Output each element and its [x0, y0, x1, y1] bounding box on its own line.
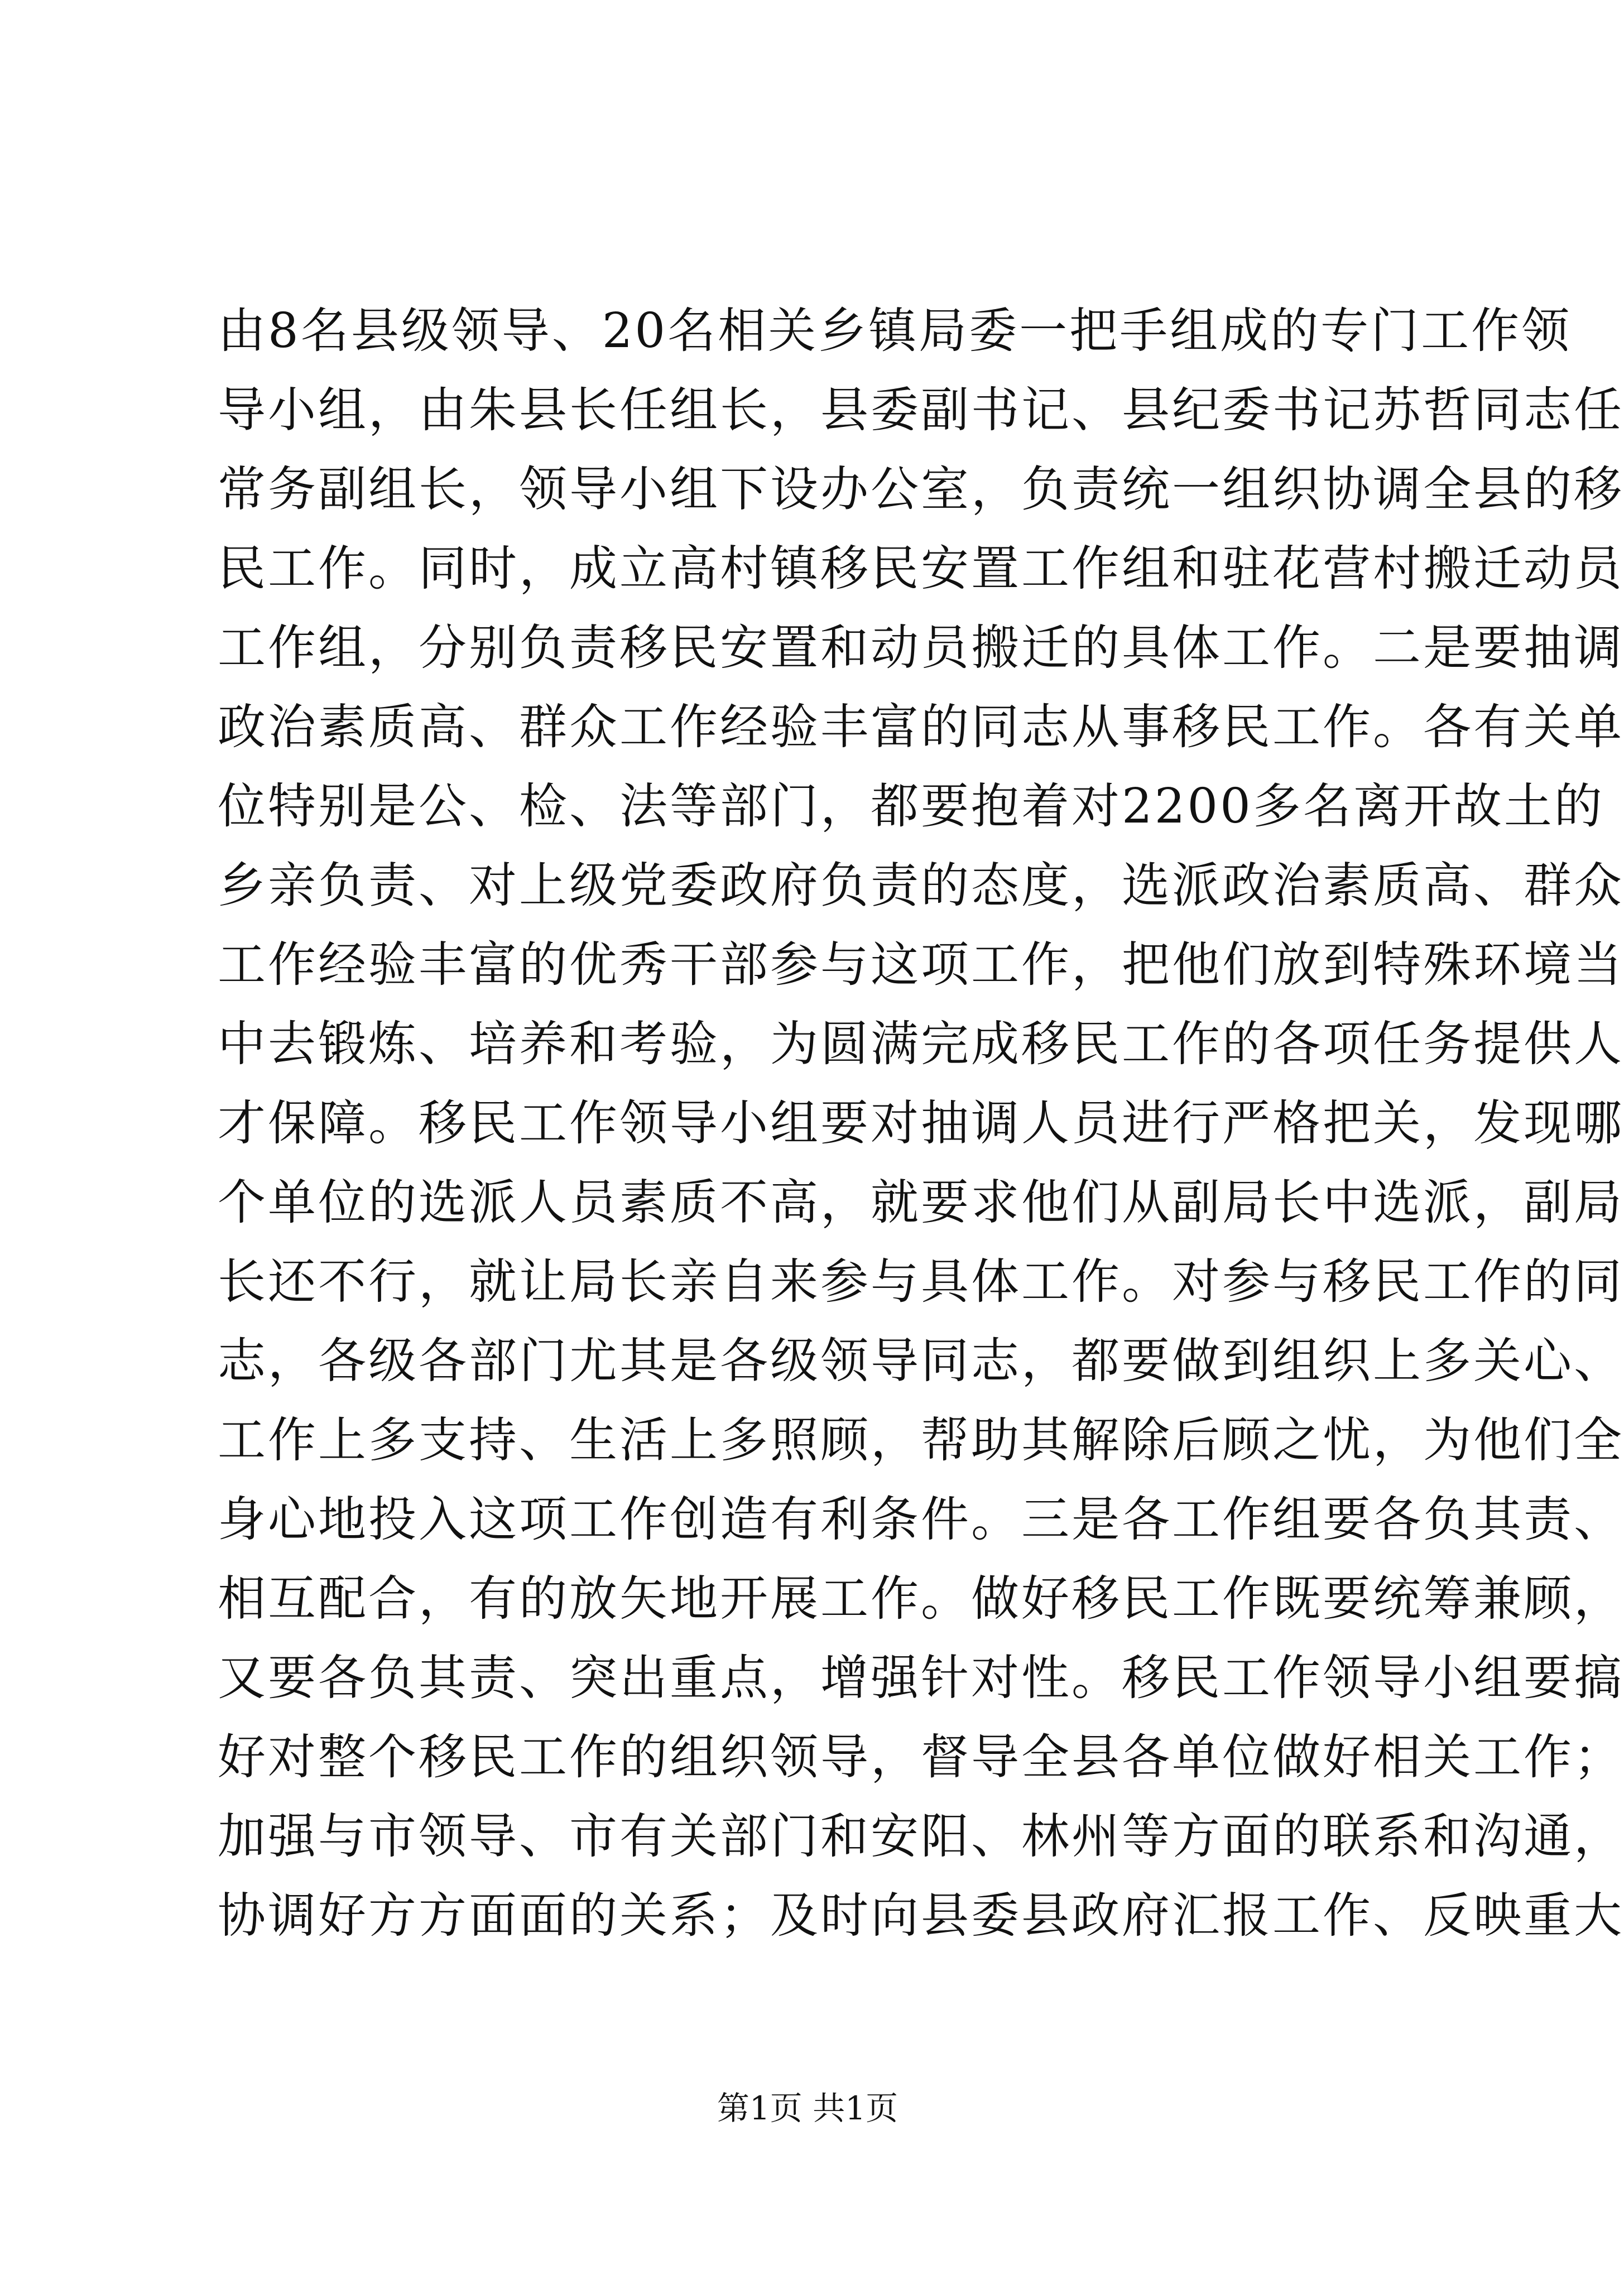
- text-line-11: 才保障。移民工作领导小组要对抽调人员进行严格把关，发现哪: [218, 1095, 1624, 1151]
- text-line-20: 加强与市领导、市有关部门和安阳、林州等方面的联系和沟通，: [218, 1809, 1624, 1864]
- text-line-10: 中去锻炼、培养和考验，为圆满完成移民工作的各项任务提供人: [218, 1016, 1624, 1072]
- text-line-16: 身心地投入这项工作创造有利条件。三是各工作组要各负其责、: [218, 1492, 1624, 1547]
- text-line-9: 工作经验丰富的优秀干部参与这项工作，把他们放到特殊环境当: [218, 937, 1624, 993]
- text-line-19: 好对整个移民工作的组织领导，督导全县各单位做好相关工作；: [218, 1729, 1624, 1785]
- text-line-4: 民工作。同时，成立高村镇移民安置工作组和驻花营村搬迁动员: [218, 541, 1624, 597]
- text-line-14: 志，各级各部门尤其是各级领导同志，都要做到组织上多关心、: [218, 1333, 1624, 1389]
- text-line-18: 又要各负其责、突出重点，增强针对性。移民工作领导小组要搞: [218, 1650, 1624, 1706]
- text-line-8: 乡亲负责、对上级党委政府负责的态度，选派政治素质高、群众: [218, 858, 1624, 913]
- text-line-1: 由8名县级领导、20名相关乡镇局委一把手组成的专门工作领: [218, 303, 1572, 359]
- text-line-21: 协调好方方面面的关系；及时向县委县政府汇报工作、反映重大: [218, 1888, 1624, 1944]
- text-line-13: 长还不行，就让局长亲自来参与具体工作。对参与移民工作的同: [218, 1254, 1624, 1310]
- text-line-7: 位特别是公、检、法等部门，都要抱着对2200多名离开故土的: [218, 778, 1604, 834]
- text-line-5: 工作组，分别负责移民安置和动员搬迁的具体工作。二是要抽调: [218, 620, 1624, 676]
- text-line-2: 导小组，由朱县长任组长，县委副书记、县纪委书记苏哲同志任: [218, 382, 1624, 438]
- text-line-3: 常务副组长，领导小组下设办公室，负责统一组织协调全县的移: [218, 461, 1624, 517]
- body-text: [218, 291, 1624, 1955]
- text-line-12: 个单位的选派人员素质不高，就要求他们从副局长中选派，副局: [218, 1175, 1624, 1230]
- text-line-6: 政治素质高、群众工作经验丰富的同志从事移民工作。各有关单: [218, 699, 1624, 755]
- text-line-17: 相互配合，有的放矢地开展工作。做好移民工作既要统筹兼顾，: [218, 1571, 1624, 1627]
- page-number-footer: 第1页 共1页: [717, 2089, 899, 2127]
- text-line-15: 工作上多支持、生活上多照顾，帮助其解除后顾之忧，为他们全: [218, 1412, 1624, 1468]
